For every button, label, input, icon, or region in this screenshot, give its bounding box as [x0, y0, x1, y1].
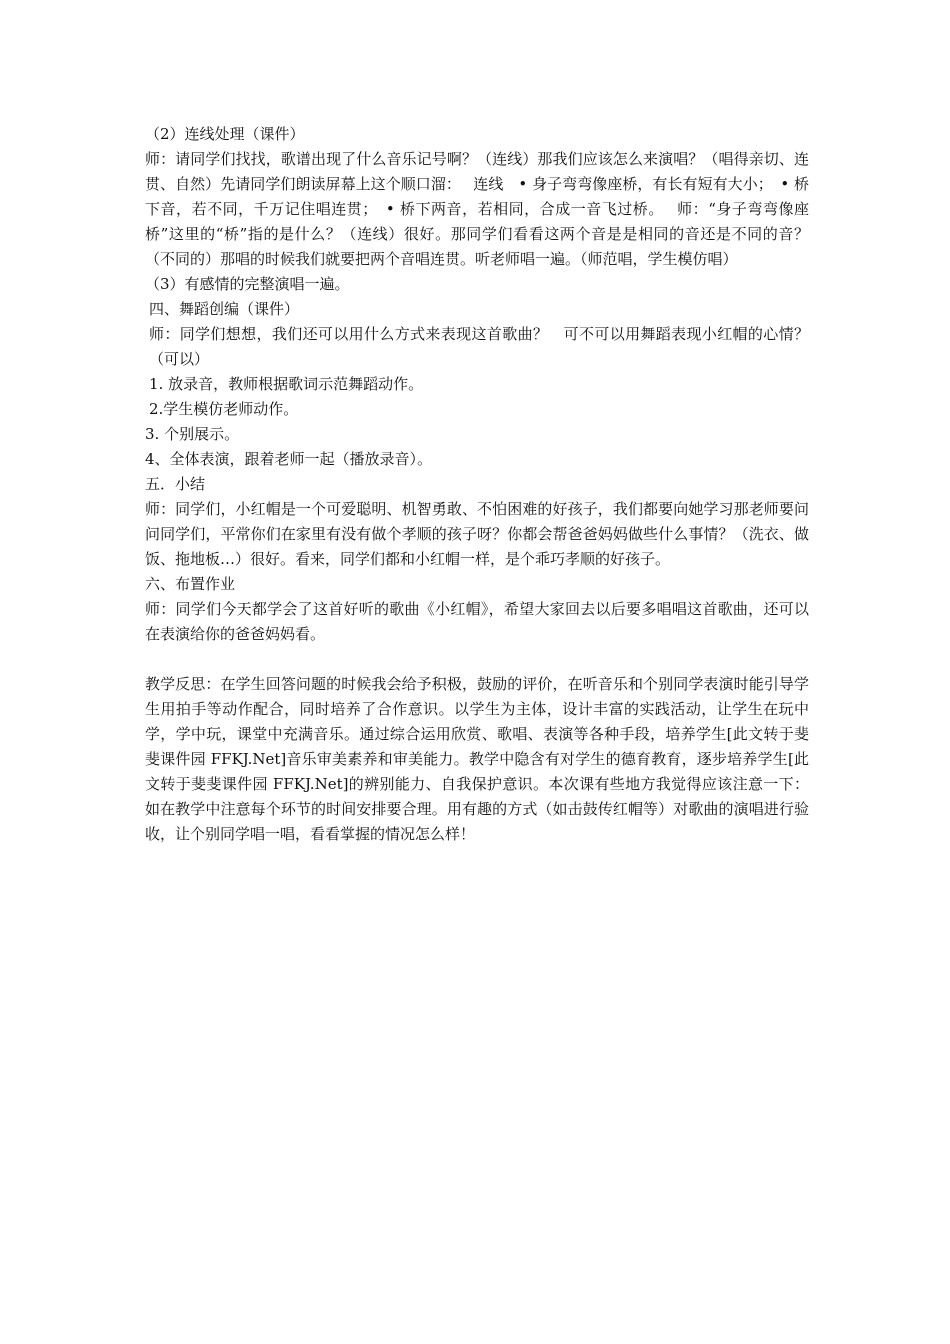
blank-line: [145, 647, 809, 672]
paragraph-teaching-reflection: 教学反思：在学生回答问题的时候我会给予积极，鼓励的评价，在听音乐和个别同学表演时能引导学生用拍手等动作配合，同时培养了合作意识。以学生为主体，设计丰富的实践活动，让学生在玩中学，学中玩，课堂中充满音乐。通过综合运用欣赏、歌唱、表演等各种手段，培养学生[此文转于斐斐课件园 FFKJ.Net]音乐审美素养和审美能力。教学中隐含有对学生的德育教育，逐步培养学生[此文转于斐斐课件园 FFKJ.Net]的辨别能力、自我保护意识。本次课有些地方我觉得应该注意一下：如在教学中注意每个环节的时间安排要合理。用有趣的方式（如击鼓传红帽等）对歌曲的演唱进行验收，让个别同学唱一唱，看看掌握的情况怎么样！: [145, 675, 809, 843]
list-item-2: 2.学生模仿老师动作。: [149, 400, 299, 418]
paragraph-summary: 师：同学们，小红帽是一个可爱聪明、机智勇敢、不怕困难的好孩子，我们都要向她学习那老师要问问同学们，平常你们在家里有没有做个孝顺的孩子呀？你都会帮爸爸妈妈做些什么事情？（洗衣、做饭、拖地板…）很好。看来，同学们都和小红帽一样，是个乖巧孝顺的好孩子。: [145, 500, 809, 568]
paragraph-dance-question: 师：同学们想想，我们还可以用什么方式来表现这首歌曲？ 可不可以用舞蹈表现小红帽的心情？（可以）: [149, 325, 809, 368]
paragraph-legato-explanation: 师：请同学们找找，歌谱出现了什么音乐记号啊？（连线）那我们应该怎么来演唱？（唱得亲切、连贯、自然）先请同学们朗读屏幕上这个顺口溜： 连线 • 身子弯弯像座桥，有长有短有大小； • 桥下音，若不同，千万记住唱连贯； • 桥下两音，若相同，合成一音飞过桥。 师：“身子弯弯像座桥”这里的“桥”指的是什么？（连线）很好。那同学们看看这两个音是是相同的音还是不同的音？（不同的）那唱的时候我们就要把两个音唱连贯。听老师唱一遍。（师范唱，学生模仿唱）: [145, 150, 809, 268]
document-body: [145, 122, 809, 847]
heading-summary: 五．小结: [145, 475, 206, 493]
paragraph-section-2-heading: （2）连线处理（课件）: [145, 125, 305, 143]
list-item-3: 3. 个别展示。: [145, 425, 240, 443]
heading-dance-creation: 四、舞蹈创编（课件）: [149, 300, 300, 318]
paragraph-homework: 师：同学们今天都学会了这首好听的歌曲《小红帽》，希望大家回去以后要多唱唱这首歌曲，还可以在表演给你的爸爸妈妈看。: [145, 600, 809, 643]
paragraph-section-3: （3）有感情的完整演唱一遍。: [145, 275, 350, 293]
list-item-1: 1. 放录音，教师根据歌词示范舞蹈动作。: [149, 375, 424, 393]
list-item-4: 4、全体表演，跟着老师一起（播放录音）。: [145, 450, 433, 468]
heading-homework: 六、布置作业: [145, 575, 236, 593]
